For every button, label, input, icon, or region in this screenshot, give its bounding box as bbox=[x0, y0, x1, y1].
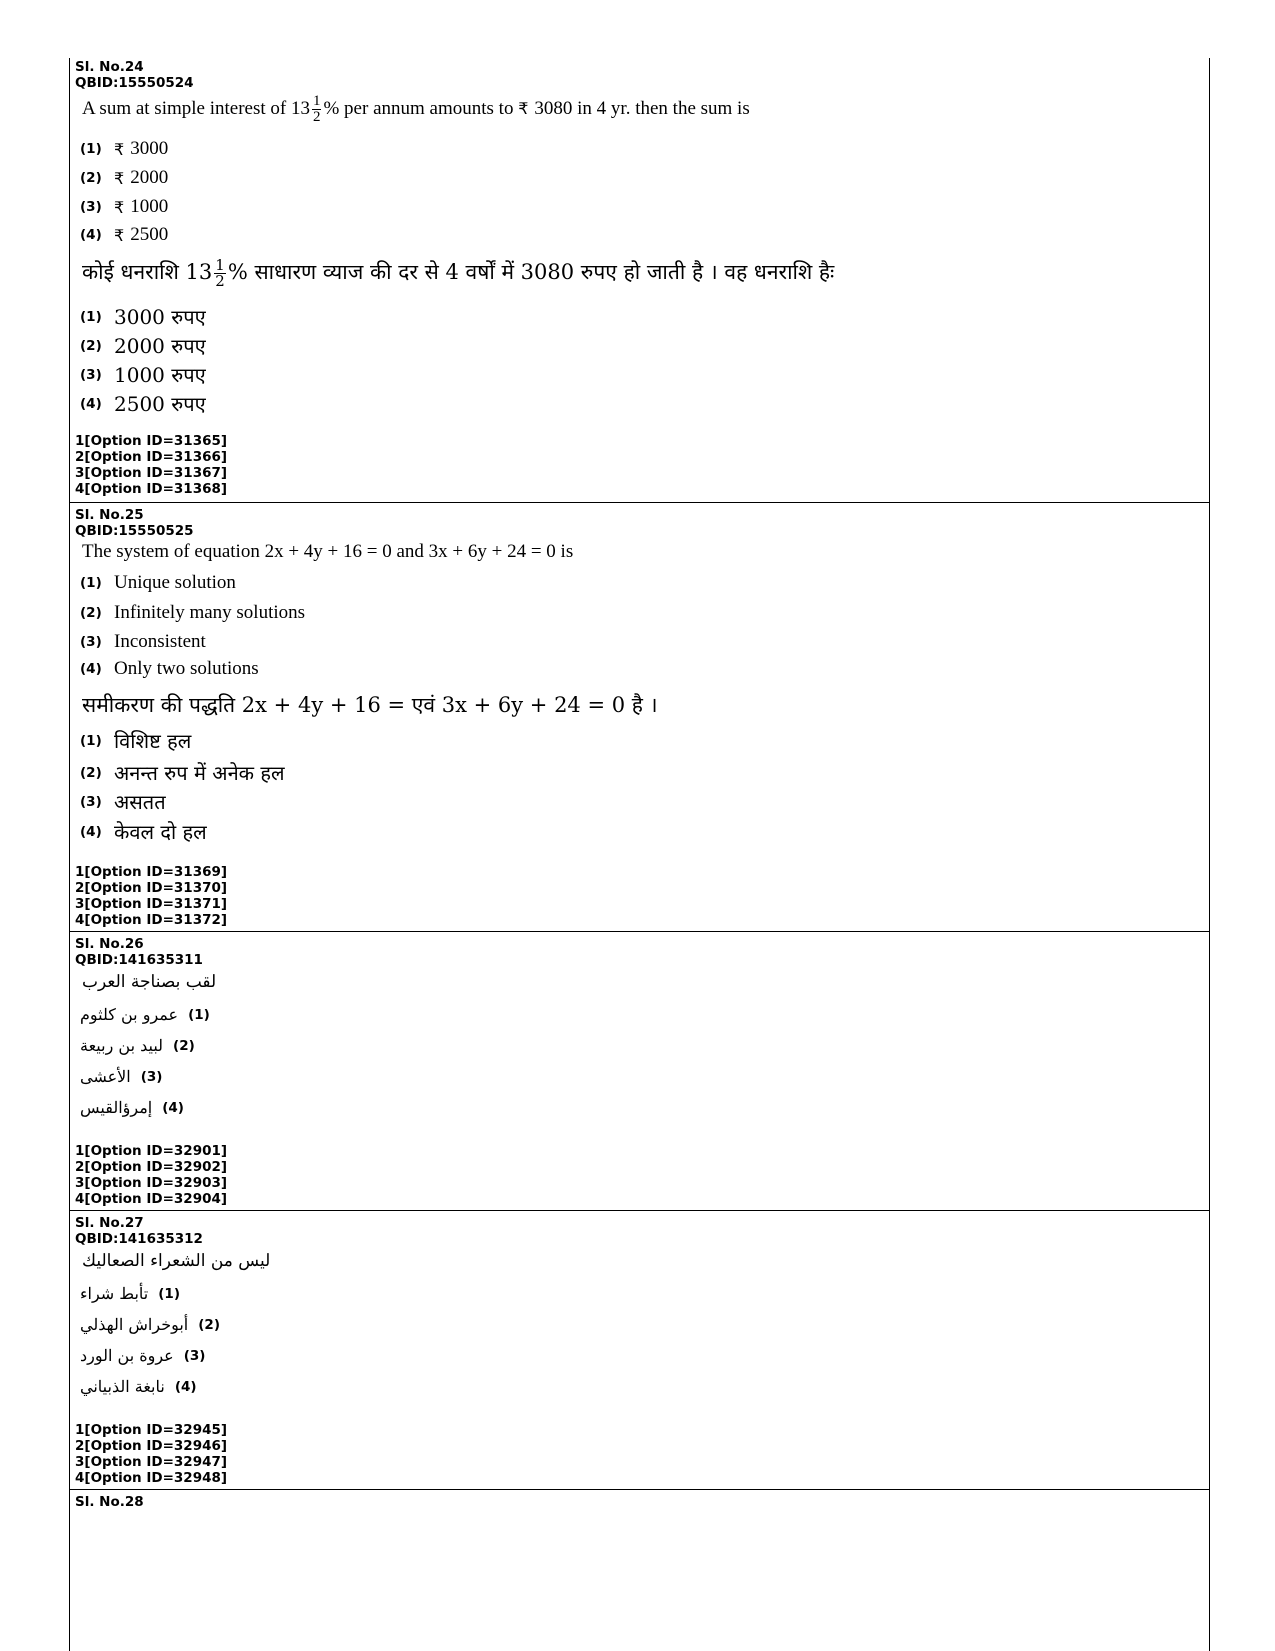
option-number: (1) bbox=[80, 308, 102, 325]
option-text: 3000 bbox=[130, 138, 169, 159]
option-text: 2000 bbox=[130, 167, 169, 188]
question-text-ar: لقب بصناجة العرب bbox=[82, 972, 217, 992]
option-id-list bbox=[75, 864, 227, 928]
qbid: QBID:15550525 bbox=[75, 523, 194, 539]
option-ar-3 bbox=[80, 1067, 162, 1086]
option-number: (2) bbox=[80, 764, 102, 781]
option-text: Inconsistent bbox=[114, 631, 206, 652]
question-text-part: कोई धनराशि 13 bbox=[82, 260, 213, 284]
serial-number: Sl. No.27 bbox=[75, 1215, 144, 1231]
option-text: أبوخراش الهذلي bbox=[80, 1315, 189, 1334]
qbid: QBID:141635311 bbox=[75, 952, 203, 968]
option-number: (1) bbox=[158, 1285, 180, 1302]
fraction-denominator: 2 bbox=[215, 272, 225, 290]
rupee-symbol: ₹ bbox=[114, 197, 125, 217]
option-id-list bbox=[75, 1422, 227, 1486]
serial-number: Sl. No.28 bbox=[75, 1494, 144, 1510]
serial-number: Sl. No.24 bbox=[75, 59, 144, 75]
option-text: الأعشى bbox=[80, 1067, 131, 1086]
option-number: (3) bbox=[140, 1068, 163, 1085]
option-hi-3 bbox=[80, 361, 206, 388]
option-number: (3) bbox=[80, 199, 102, 215]
option-text: تأبط شراء bbox=[80, 1284, 149, 1303]
question-block-24 bbox=[70, 58, 1209, 503]
option-en-2 bbox=[80, 167, 168, 189]
option-number: (4) bbox=[80, 395, 102, 412]
option-text: إمرؤالقيس bbox=[80, 1098, 153, 1117]
rupee-symbol: ₹ bbox=[114, 225, 125, 245]
question-text-ar: ليس من الشعراء الصعاليك bbox=[82, 1251, 271, 1271]
option-number: (4) bbox=[80, 823, 102, 840]
option-hi-1 bbox=[80, 303, 206, 330]
option-en-1 bbox=[80, 138, 168, 160]
question-text-part: % per annum amounts to bbox=[323, 97, 514, 119]
option-text: असतत bbox=[114, 790, 166, 814]
option-en-3 bbox=[80, 196, 168, 218]
option-text: عروة بن الورد bbox=[80, 1346, 174, 1365]
option-id: 2[Option ID=32946] bbox=[75, 1438, 228, 1454]
question-text-part: 3080 in 4 yr. then the sum is bbox=[534, 97, 750, 119]
option-ar-4 bbox=[80, 1098, 184, 1117]
option-text: 2500 रुपए bbox=[114, 392, 206, 416]
question-block-25 bbox=[70, 503, 1209, 932]
option-id: 3[Option ID=31371] bbox=[75, 896, 228, 912]
option-id-list bbox=[75, 1143, 227, 1207]
option-id: 4[Option ID=32904] bbox=[75, 1191, 228, 1207]
option-id-list bbox=[75, 433, 227, 497]
question-text-en bbox=[82, 94, 750, 125]
question-sheet bbox=[69, 58, 1210, 1651]
option-number: (3) bbox=[80, 793, 102, 810]
option-hi-2 bbox=[80, 332, 206, 359]
option-hi-3 bbox=[80, 788, 166, 815]
option-hi-4 bbox=[80, 818, 207, 845]
fraction-numerator: 1 bbox=[215, 256, 225, 274]
option-id: 3[Option ID=32903] bbox=[75, 1175, 228, 1191]
question-text-hi: समीकरण की पद्धति 2x + 4y + 16 = एवं 3x + 6y + 24 = 0 है । bbox=[82, 693, 658, 717]
option-id: 4[Option ID=31372] bbox=[75, 912, 228, 928]
option-text: Only two solutions bbox=[114, 658, 259, 679]
option-number: (2) bbox=[80, 170, 102, 186]
option-id: 4[Option ID=32948] bbox=[75, 1470, 228, 1486]
option-id: 2[Option ID=31366] bbox=[75, 449, 228, 465]
option-id: 2[Option ID=32902] bbox=[75, 1159, 228, 1175]
option-ar-2 bbox=[80, 1315, 220, 1334]
option-text: 1000 bbox=[130, 196, 169, 217]
option-text: لبيد بن ربيعة bbox=[80, 1036, 164, 1055]
serial-number: Sl. No.26 bbox=[75, 936, 144, 952]
option-hi-4 bbox=[80, 390, 206, 417]
option-text: अनन्त रुप में अनेक हल bbox=[114, 761, 285, 785]
option-text: Unique solution bbox=[114, 572, 236, 593]
option-hi-1 bbox=[80, 727, 191, 754]
option-text: نابغة الذبياني bbox=[80, 1377, 165, 1396]
option-en-2 bbox=[80, 602, 305, 624]
option-number: (2) bbox=[173, 1037, 195, 1054]
rupee-symbol: ₹ bbox=[518, 98, 529, 118]
option-text: 2500 bbox=[130, 224, 169, 245]
option-id: 1[Option ID=31365] bbox=[75, 433, 228, 449]
option-number: (3) bbox=[80, 366, 102, 383]
rupee-symbol: ₹ bbox=[114, 139, 125, 159]
option-number: (2) bbox=[80, 337, 102, 354]
option-en-4 bbox=[80, 224, 168, 246]
option-number: (2) bbox=[198, 1316, 220, 1333]
qbid: QBID:141635312 bbox=[75, 1231, 203, 1247]
option-id: 2[Option ID=31370] bbox=[75, 880, 228, 896]
option-en-3 bbox=[80, 631, 206, 653]
option-ar-4 bbox=[80, 1377, 197, 1396]
question-text-part: % साधारण व्याज की दर से 4 वर्षों में 3080 रुपए हो जाती है । वह धनराशि हैः bbox=[227, 260, 835, 284]
option-text: 2000 रुपए bbox=[114, 334, 206, 358]
fraction bbox=[312, 94, 322, 125]
option-number: (4) bbox=[162, 1099, 184, 1116]
question-block-26 bbox=[70, 932, 1209, 1211]
option-number: (1) bbox=[80, 732, 102, 749]
option-ar-3 bbox=[80, 1346, 205, 1365]
serial-number: Sl. No.25 bbox=[75, 507, 144, 523]
question-text-hi bbox=[82, 258, 834, 289]
fraction bbox=[214, 258, 226, 289]
option-text: عمرو بن كلثوم bbox=[80, 1005, 179, 1024]
option-number: (2) bbox=[80, 605, 102, 621]
option-hi-2 bbox=[80, 759, 285, 786]
option-ar-1 bbox=[80, 1284, 180, 1303]
option-number: (1) bbox=[80, 575, 102, 591]
option-number: (3) bbox=[80, 634, 102, 650]
question-text-en: The system of equation 2x + 4y + 16 = 0 and 3x + 6y + 24 = 0 is bbox=[82, 541, 574, 562]
question-text-part: A sum at simple interest of 13 bbox=[82, 97, 310, 119]
option-number: (4) bbox=[80, 227, 102, 243]
question-block-27 bbox=[70, 1211, 1209, 1490]
option-id: 3[Option ID=32947] bbox=[75, 1454, 228, 1470]
option-text: 3000 रुपए bbox=[114, 305, 206, 329]
question-block-28 bbox=[70, 1490, 1209, 1651]
option-text: 1000 रुपए bbox=[114, 363, 206, 387]
option-en-4 bbox=[80, 658, 259, 680]
option-number: (4) bbox=[174, 1378, 197, 1395]
option-text: Infinitely many solutions bbox=[114, 602, 306, 623]
qbid: QBID:15550524 bbox=[75, 75, 194, 91]
fraction-denominator: 2 bbox=[312, 109, 321, 125]
option-id: 1[Option ID=32901] bbox=[75, 1143, 228, 1159]
rupee-symbol: ₹ bbox=[114, 168, 125, 188]
option-id: 4[Option ID=31368] bbox=[75, 481, 228, 497]
option-text: विशिष्ट हल bbox=[114, 729, 192, 753]
option-number: (3) bbox=[183, 1347, 206, 1364]
option-number: (4) bbox=[80, 661, 102, 677]
option-number: (1) bbox=[188, 1006, 210, 1023]
option-id: 1[Option ID=31369] bbox=[75, 864, 228, 880]
option-ar-1 bbox=[80, 1005, 210, 1024]
option-en-1 bbox=[80, 572, 236, 594]
option-text: केवल दो हल bbox=[114, 820, 207, 844]
option-id: 3[Option ID=31367] bbox=[75, 465, 228, 481]
option-id: 1[Option ID=32945] bbox=[75, 1422, 228, 1438]
option-ar-2 bbox=[80, 1036, 195, 1055]
fraction-numerator: 1 bbox=[312, 93, 321, 109]
option-number: (1) bbox=[80, 141, 102, 157]
